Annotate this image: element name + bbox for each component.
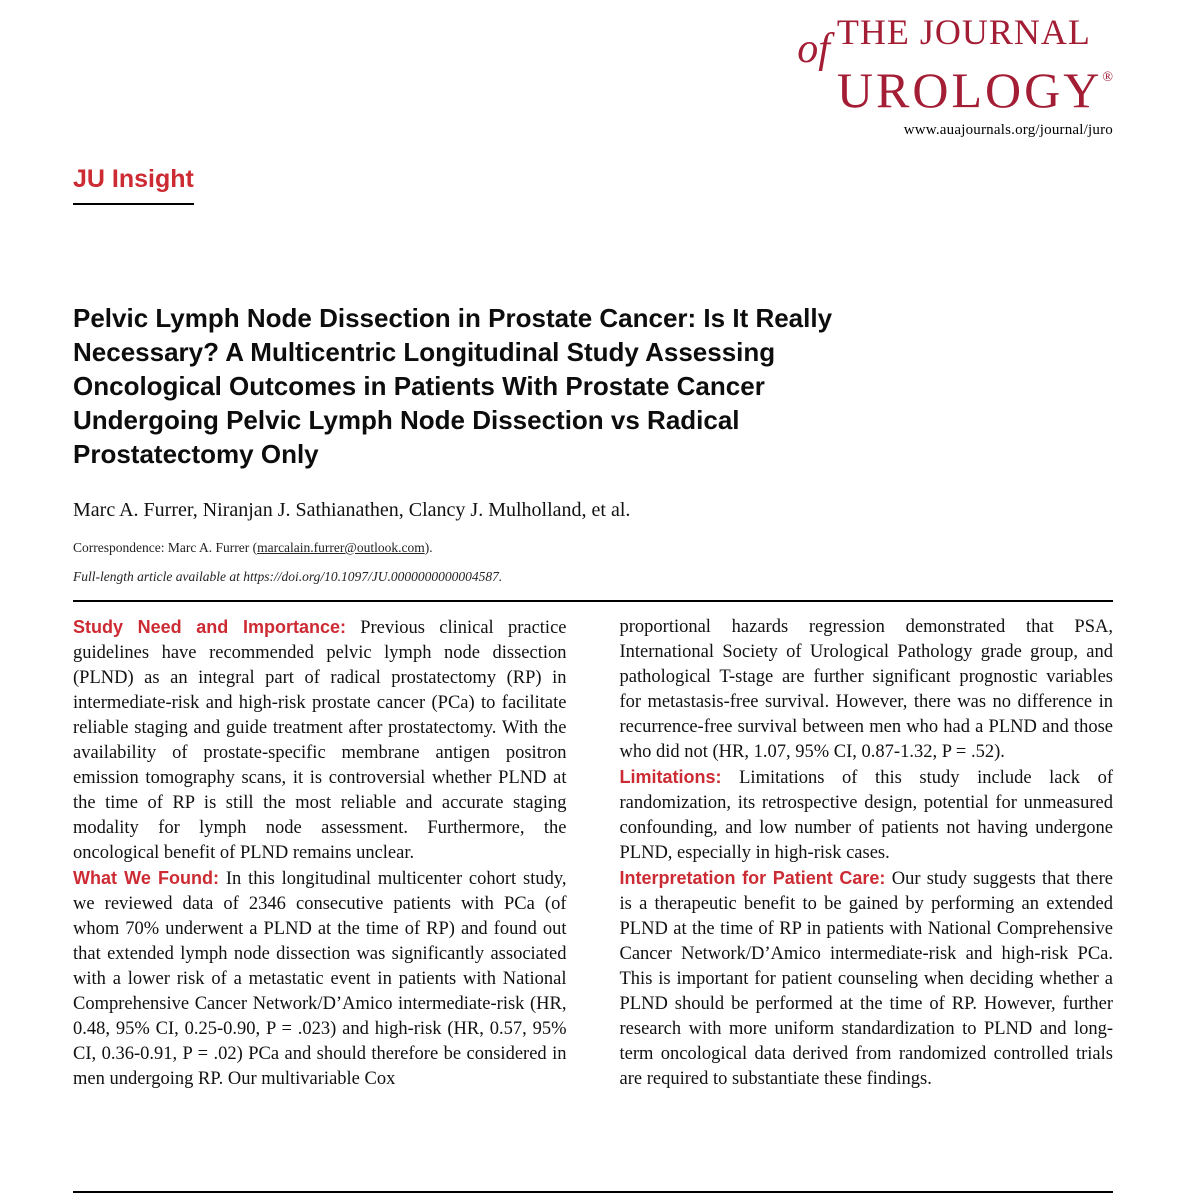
logo-of-word: of [797, 26, 830, 72]
abstract-columns [73, 615, 1113, 1092]
journal-url-link[interactable]: www.auajournals.org/journal/juro [903, 122, 1113, 138]
logo-the-journal: THE JOURNAL [836, 12, 1091, 52]
section-study-need-and-importance [73, 615, 567, 866]
logo-urology [837, 52, 1113, 116]
availability-line [73, 569, 1113, 585]
left-column [73, 615, 567, 1092]
section-text-interpretation: Our study suggests that there is a therapeutic benefit to be gained by performing an extended PLND at the time of RP in patients with National Comprehensive Cancer Network/D’Amico intermediate-risk and high-risk PCa. This is important for patient counseling when deciding whether a PLND should be performed at the time of RP. However, further research with more uniform standardization to PLND and long-term oncological data derived from randomized controlled trials are required to substantiate these findings. [619, 869, 1113, 1089]
section-heading-limitations: Limitations: [619, 767, 722, 787]
ju-insight-label: JU Insight [73, 165, 194, 205]
section-heading-what-we-found: What We Found: [73, 868, 220, 888]
correspondence-suffix: ). [424, 540, 433, 555]
section-limitations [620, 765, 1114, 866]
availability-suffix: . [498, 569, 503, 584]
section-heading-study-need: Study Need and Importance: [73, 617, 346, 637]
section-label-wrap [73, 165, 1113, 205]
correspondence-email-link[interactable]: marcalain.furrer@outlook.com [257, 540, 425, 555]
logo-urology-text: UROLOGY [836, 62, 1103, 118]
section-what-we-found [73, 866, 567, 1092]
section-heading-interpretation: Interpretation for Patient Care: [619, 868, 886, 888]
article-title: Pelvic Lymph Node Dissection in Prostate Cancer: Is It Really Necessary? A Multicentric Longitudinal Study Assessing Oncological Outcomes in Patients With Prostate Cancer Undergoing Pelvic Lymph Node Dissection vs Radical Prostatectomy Only [73, 303, 833, 469]
section-text-study-need: Previous clinical practice guidelines have recommended pelvic lymph node dissection (PLND) as an integral part of radical prostatectomy (RP) in intermediate-risk and high-risk prostate cancer (PCa) to facilitate reliable staging and guide treatment after prostatectomy. With the availability of prostate-specific membrane antigen positron emission tomography scans, it is controversial whether PLND at the time of RP is still the most reliable and accurate staging modality for lymph node assessment. Furthermore, the oncological benefit of PLND remains unclear. [73, 618, 567, 863]
section-text-limitations: Limitations of this study include lack of randomization, its retrospective design, potential for unmeasured confounding, and low number of patients not having undergone PLND, especially in high-risk cases. [619, 768, 1113, 863]
divider-top [73, 600, 1113, 602]
doi-link[interactable]: https://doi.org/10.1097/JU.0000000000004587 [243, 569, 499, 584]
correspondence-line [73, 540, 1113, 556]
continuation-paragraph [620, 615, 1114, 765]
availability-prefix: Full-length article available at [73, 569, 244, 584]
divider-bottom [73, 1191, 1113, 1193]
registered-trademark-symbol: ® [1102, 70, 1113, 85]
article-authors: Marc A. Furrer, Niranjan J. Sathianathen, Clancy J. Mulholland, et al. [73, 499, 631, 521]
section-text-what-we-found: In this longitudinal multicenter cohort study, we reviewed data of 2346 consecutive patients with PCa (of whom 70% underwent a PLND at the time of RP) and found out that extended lymph node dissection was significantly associated with a lower risk of a metastatic event in patients with National Comprehensive Cancer Network/D’Amico intermediate-risk (HR, 0.48, 95% CI, 0.25-0.90, P = .023) and high-risk (HR, 0.57, 95% CI, 0.36-0.91, P = .02) PCa and should therefore be considered in men undergoing RP. Our multivariable Cox [73, 869, 567, 1089]
correspondence-prefix: Correspondence: Marc A. Furrer ( [73, 540, 258, 555]
logo-title-stack [837, 12, 1113, 116]
section-interpretation-for-patient-care [620, 866, 1114, 1092]
journal-logo [797, 12, 1113, 116]
continuation-text: proportional hazards regression demonstrated that PSA, International Society of Urological Pathology grade group, and pathological T-stage are further significant prognostic variables for metastasis-free survival. However, there was no difference in recurrence-free survival between men who had a PLND and those who did not (HR, 1.07, 95% CI, 0.87-1.32, P = .52). [619, 617, 1113, 762]
journal-masthead [73, 12, 1113, 139]
right-column [620, 615, 1114, 1092]
